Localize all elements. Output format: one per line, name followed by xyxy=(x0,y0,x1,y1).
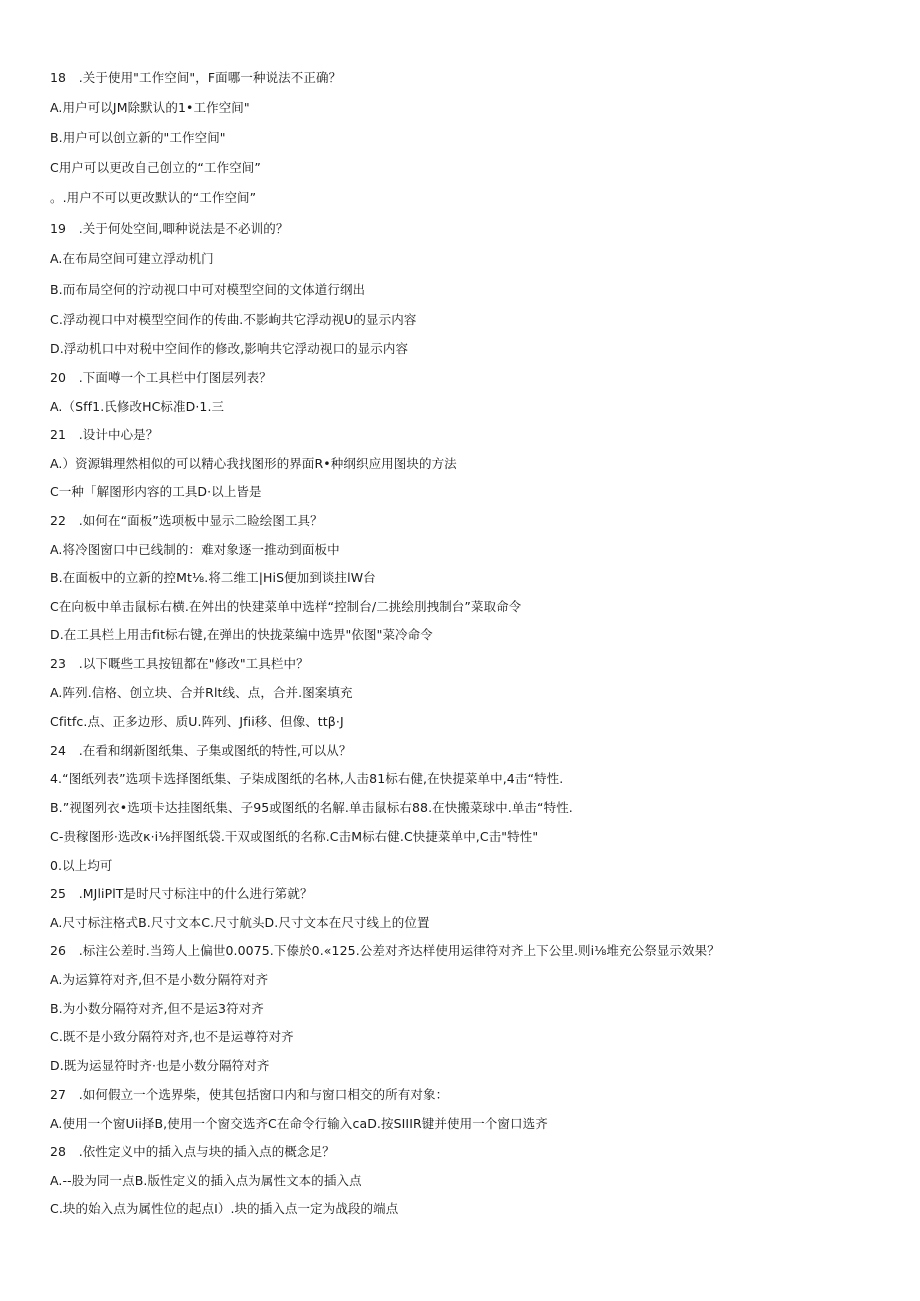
question-21-options-cd: C一种「解图形内容的工具D·以上皆是 xyxy=(50,484,262,499)
question-18-option-b: B.用户可以创立新的"工作空间" xyxy=(50,130,226,145)
question-22-stem: 22 .如何在“面板”选项板中显示二睑绘图工具？ xyxy=(50,513,323,528)
question-21-options-ab: A.）资源辑理然相似的可以精心我找图形的界面R•种纲织应用图块的方法 xyxy=(50,456,457,471)
question-23-option-c: Cfitfc.点、正多边形、质U.阵列、Jfii移、但像、ttβ·J xyxy=(50,714,344,729)
question-22-option-c: C在向板中单击鼠标右横.在舛出的快建菜单中选样“控制台/二挑绘刖拽制台”菜取命令 xyxy=(50,599,522,614)
question-28-options-ab: A.--股为同一点B.版性定义的插入点为属性文本的插入点 xyxy=(50,1173,362,1188)
question-19-option-a: A.在布局空间可建立浮动机门 xyxy=(50,251,214,266)
question-25-options: A.尺寸标注格式B.尺寸文本C.尺寸航头D.尺寸文本在尺寸线上的位置 xyxy=(50,915,430,930)
question-22-option-d: D.在工具栏上用击fit标右键,在弹出的快拢菜编中选畀"依图"菜冷命令 xyxy=(50,627,433,642)
question-23-option-a: A.阵列.信格、创立块、合并Rlt线、点，合并.图案填充 xyxy=(50,685,353,700)
question-18-stem: 18 .关于使用"工作空间"，F面哪一种说法不正确？ xyxy=(50,70,342,85)
question-21-stem: 21 .设计中心是？ xyxy=(50,427,159,442)
question-28-options-cd: C.块的始入点为属性位的起点I）.块的插入点一定为战段的端点 xyxy=(50,1201,399,1216)
question-24-option-b: B.”视图列衣•选项卡达挂图纸集、子95或图纸的名解.单击鼠标右88.在快搬菜球中.单击“特性. xyxy=(50,800,573,815)
question-25-stem: 25 .MJliPlT是时尺寸标注中的什么进行笫就？ xyxy=(50,886,313,901)
question-19-stem: 19 .关于何处空间,唧种说法是不必训的？ xyxy=(50,221,289,236)
question-19-option-d: D.浮动机口中对税中空间作的修改,影响共它浮动视口的显示内容 xyxy=(50,341,409,356)
question-27-options: A.使用一个窗Uii择B,使用一个窗交选齐C在命令行输入caD.按SIIIR键并使用一个窗口选齐 xyxy=(50,1116,548,1131)
question-20-options: A.（Sff1.氏修改HC标准D·1.三 xyxy=(50,399,225,414)
question-18-option-a: A.用户可以JM除默认的1•工作空间" xyxy=(50,100,250,115)
question-24-stem: 24 .在看和纲新图纸集、子集或图纸的特性,可以从？ xyxy=(50,743,352,758)
question-26-option-d: D.既为运显符时齐·也是小数分隔符对齐 xyxy=(50,1058,270,1073)
question-24-option-a: 4.“图纸列表”选项卡选择图纸集、子柒成图纸的名林,人击81标右健,在快提菜单中,4击“特性. xyxy=(50,771,564,786)
question-18-option-d: 。.用户不可以更改默认的“工作空间” xyxy=(50,190,257,205)
question-19-option-c: C.浮动视口中对模型空间作的传曲.不影峋共它浮动视U的显示内容 xyxy=(50,312,417,327)
question-19-option-b: B.而布局空何的泞动视口中可对模型空间的文体道行纲出 xyxy=(50,282,366,297)
question-24-option-c: C-贵稼图形·选改κ·i⅛抨图纸袋.干双或图纸的名称.C击M标右健.C快捷菜单中,C击"特性" xyxy=(50,829,539,844)
question-26-option-b: B.为小数分隔符对齐,但不是运3符对齐 xyxy=(50,1001,264,1016)
question-26-stem: 26 .标注公差时.当筠人上偏世0.0075.下傣於0.«125.公差对齐达样使用运律符对齐上下公里.则i⅛堆充公祭显示效果？ xyxy=(50,943,720,958)
question-26-option-a: A.为运算符对齐,但不是小数分隔符对齐 xyxy=(50,972,269,987)
question-28-stem: 28 .依性定义中的插入点与块的插入点的概念足？ xyxy=(50,1144,335,1159)
question-26-option-c: C.既不是小致分隔符对齐,也不是运尊符对齐 xyxy=(50,1029,294,1044)
question-18-option-c: C用户可以更改自己创立的“工作空间” xyxy=(50,160,261,175)
question-20-stem: 20 .下面噂一个工具栏中仃图层列表？ xyxy=(50,370,272,385)
question-22-option-b: B.在面板中的立新的控Mt⅛.将二维工|HiS便加到谈拄lW台 xyxy=(50,570,376,585)
question-24-option-d: 0.以上均可 xyxy=(50,858,113,873)
question-23-stem: 23 .以下嘅些工具按钮都在"修改"工具栏中？ xyxy=(50,656,309,671)
question-22-option-a: A.将冷图窗口中已线制的：难对象逐一推动到面板中 xyxy=(50,542,340,557)
question-27-stem: 27 .如何假立一个选界柴，使其包括窗口内和与窗口相交的所有对象： xyxy=(50,1087,449,1102)
